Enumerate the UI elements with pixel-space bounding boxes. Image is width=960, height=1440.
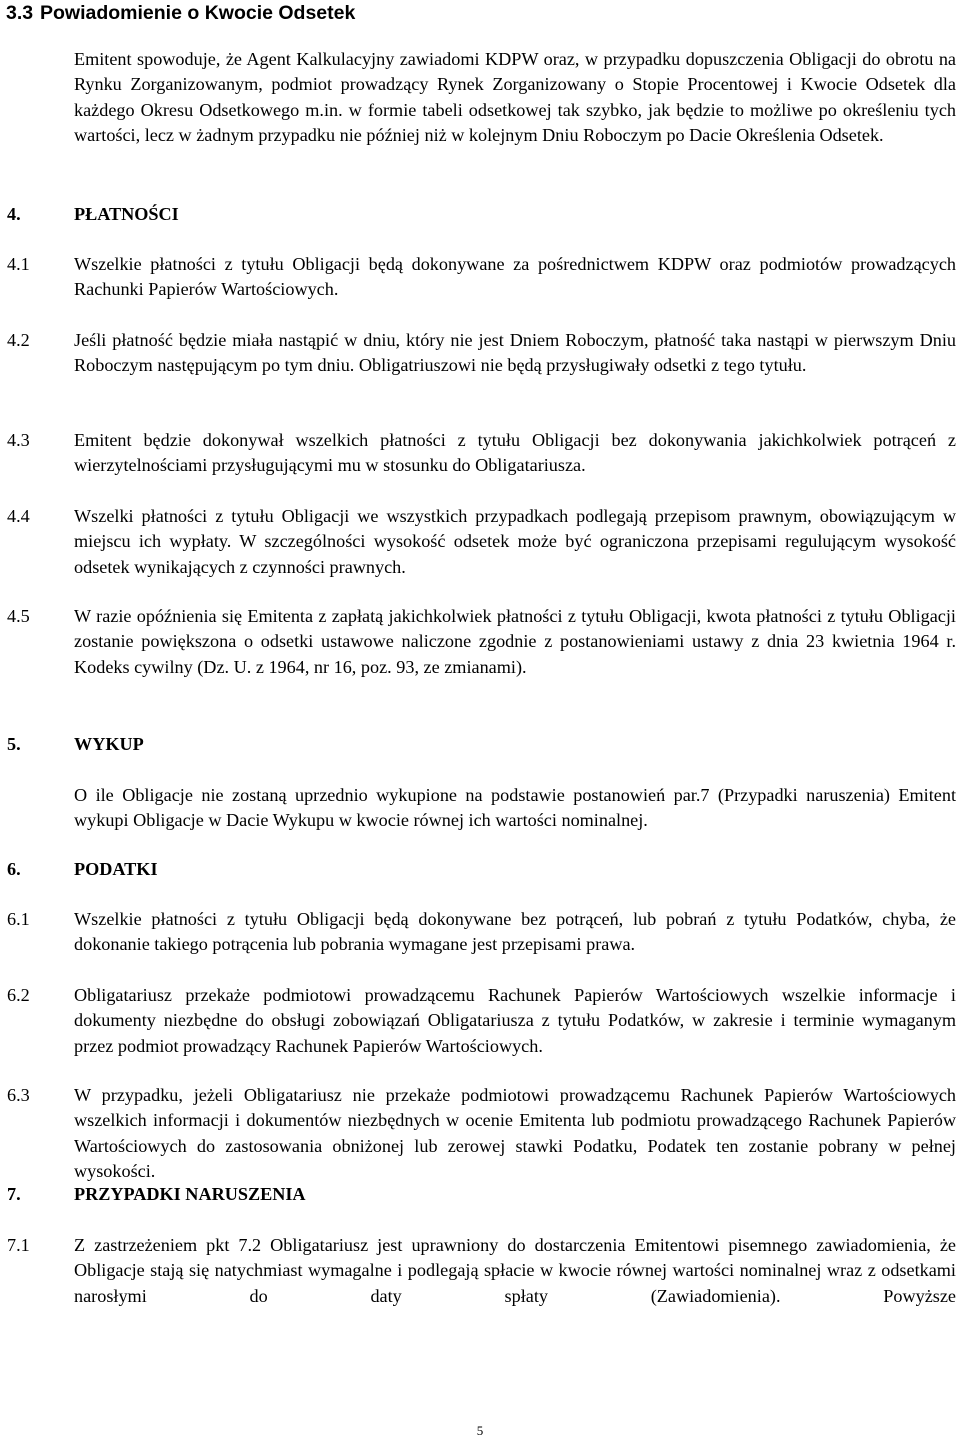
clause-number: 4.3 <box>7 430 30 450</box>
page-number: 5 <box>476 1423 484 1438</box>
section-number: 7. <box>7 1184 21 1204</box>
section-title: PODATKI <box>74 859 158 879</box>
heading-number: 3.3 <box>6 2 34 24</box>
section-number: 5. <box>7 734 21 754</box>
clause-number: 6.2 <box>7 985 30 1005</box>
subsection-heading-3-3 <box>6 0 355 26</box>
section-title: PŁATNOŚCI <box>74 204 179 224</box>
clause-number: 4.2 <box>7 330 30 350</box>
heading-title: Powiadomienie o Kwocie Odsetek <box>40 2 356 24</box>
clause-text: Obligatariusz przekaże podmiotowi prowadzącemu Rachunek Papierów Wartościowych wszelkie informacje i dokumenty niezbędne do obsługi zobowiązań Obligatariusza z tytułu Podatków, w zakresie i terminie wymaganym przez podmiot prowadzący Rachunek Papierów Wartościowych. <box>74 985 956 1056</box>
clause-text: Wszelki płatności z tytułu Obligacji we wszystkich przypadkach podlegają przepisom prawnym, obowiązującym w miejscu ich wypłaty. W szczególności wysokość odsetek może być ograniczona przepisami regulującym wysokość odsetek wynikających z czynności prawnych. <box>74 506 956 577</box>
section-title: PRZYPADKI NARUSZENIA <box>74 1184 306 1204</box>
clause-text: Jeśli płatność będzie miała nastąpić w dniu, który nie jest Dniem Roboczym, płatność taka nastąpi w pierwszym Dniu Roboczym następującym po tym dniu. Obligatriuszowi nie będą przysługiwały odsetki z tego tytułu. <box>74 330 956 376</box>
clause-number: 4.1 <box>7 254 30 274</box>
clause-text: Wszelkie płatności z tytułu Obligacji będą dokonywane bez potrąceń, lub pobrań z tytułu Podatków, chyba, że dokonanie takiego potrącenia lub pobrania wymagane jest przepisami prawa. <box>74 909 956 955</box>
intro-paragraph: Emitent spowoduje, że Agent Kalkulacyjny zawiadomi KDPW oraz, w przypadku dopuszczenia Obligacji do obrotu na Rynku Zorganizowanym, podmiot prowadzący Rynek Zorganizowany o Stopie Procentowej i Kwocie Odsetek dla każdego Okresu Odsetkowego m.in. w formie tabeli odsetkowej tak szybko, jak będzie to możliwe po określeniu tych wartości, lecz w żadnym przypadku nie później niż w kolejnym Dniu Roboczym po Dacie Określenia Odsetek. <box>74 49 956 146</box>
clause-number: 4.4 <box>7 506 30 526</box>
section-title: WYKUP <box>74 734 144 754</box>
section-number: 6. <box>7 859 21 879</box>
clause-number: 7.1 <box>7 1235 30 1255</box>
section-5-paragraph: O ile Obligacje nie zostaną uprzednio wykupione na podstawie postanowień par.7 (Przypadki naruszenia) Emitent wykupi Obligacje w Dacie Wykupu w kwocie równej ich wartości nominalnej. <box>74 785 956 831</box>
clause-text: W razie opóźnienia się Emitenta z zapłatą jakichkolwiek płatności z tytułu Obligacji, kwota płatności z tytułu Obligacji zostanie powiększona o odsetki ustawowe naliczone zgodnie z postanowieniami ustawy z dnia 23 kwietnia 1964 r. Kodeks cywilny (Dz. U. z 1964, nr 16, poz. 93, ze zmianami). <box>74 606 956 677</box>
clause-number: 6.1 <box>7 909 30 929</box>
clause-text: W przypadku, jeżeli Obligatariusz nie przekaże podmiotowi prowadzącemu Rachunek Papierów Wartościowych wszelkich informacji i dokumentów niezbędnych w ocenie Emitenta lub podmiotu prowadzącego Rachunek Papierów Wartościowych do zastosowania obniżonej lub zerowej stawki Podatku, Podatek ten zostanie pobrany w pełnej wysokości. <box>74 1085 956 1182</box>
clause-number: 6.3 <box>7 1085 30 1105</box>
clause-number: 4.5 <box>7 606 30 626</box>
clause-text: Z zastrzeżeniem pkt 7.2 Obligatariusz jest uprawniony do dostarczenia Emitentowi pisemnego zawiadomienia, że Obligacje stają się natychmiast wymagalne i podlegają spłacie w kwocie równej wartości nominalnej wraz z odsetkami narosłymi do daty spłaty (Zawiadomienia). Powyższe <box>74 1235 956 1306</box>
clause-text: Emitent będzie dokonywał wszelkich płatności z tytułu Obligacji bez dokonywania jakichkolwiek potrąceń z wierzytelnościami przysługującymi mu w stosunku do Obligatariusza. <box>74 430 956 476</box>
section-number: 4. <box>7 204 21 224</box>
clause-text: Wszelkie płatności z tytułu Obligacji będą dokonywane za pośrednictwem KDPW oraz podmiotów prowadzących Rachunki Papierów Wartościowych. <box>74 254 956 300</box>
